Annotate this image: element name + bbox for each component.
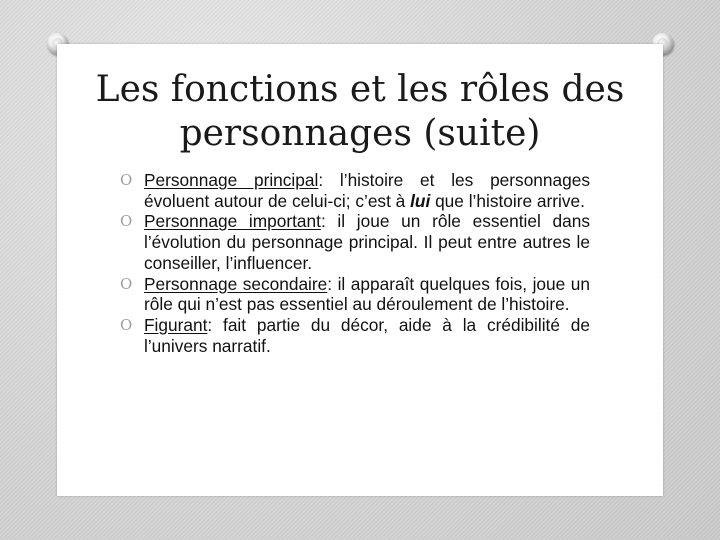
desc-principal-tail: que l’histoire arrive. bbox=[430, 190, 585, 211]
emphasis-lui: lui bbox=[410, 190, 431, 211]
term-figurant: Figurant bbox=[144, 314, 208, 335]
bullet-icon: O bbox=[120, 212, 133, 231]
term-secondaire: Personnage secondaire bbox=[144, 273, 328, 294]
term-principal: Personnage principal bbox=[144, 170, 319, 190]
desc-secondaire: : il apparaît quelques fois, joue un rôle qui n’est pas essentiel au déroulement de l’histoire. bbox=[144, 273, 590, 315]
slide-title-line-1: Les fonctions et les rôles des bbox=[95, 69, 625, 110]
term-important: Personnage important bbox=[144, 211, 321, 232]
slide-title bbox=[60, 68, 660, 156]
slide-title-line-2: personnages (suite) bbox=[179, 113, 541, 154]
bullet-icon: O bbox=[120, 274, 133, 293]
bullet-icon: O bbox=[120, 315, 133, 334]
list-item-secondaire bbox=[120, 274, 590, 315]
bullet-list bbox=[120, 170, 590, 356]
desc-principal: : l’histoire et les personnages évoluent autour de celui-ci; c’est à bbox=[144, 170, 590, 211]
desc-important: : il joue un rôle essentiel dans l’évolution du personnage principal. Il peut entre autres le conseiller, l’influencer. bbox=[144, 211, 590, 273]
list-item-principal bbox=[120, 170, 590, 211]
list-item-figurant bbox=[120, 315, 590, 356]
bullet-icon: O bbox=[120, 171, 133, 189]
list-item-important bbox=[120, 211, 590, 273]
desc-figurant: : fait partie du décor, aide à la crédibilité de l’univers narratif. bbox=[144, 314, 590, 356]
